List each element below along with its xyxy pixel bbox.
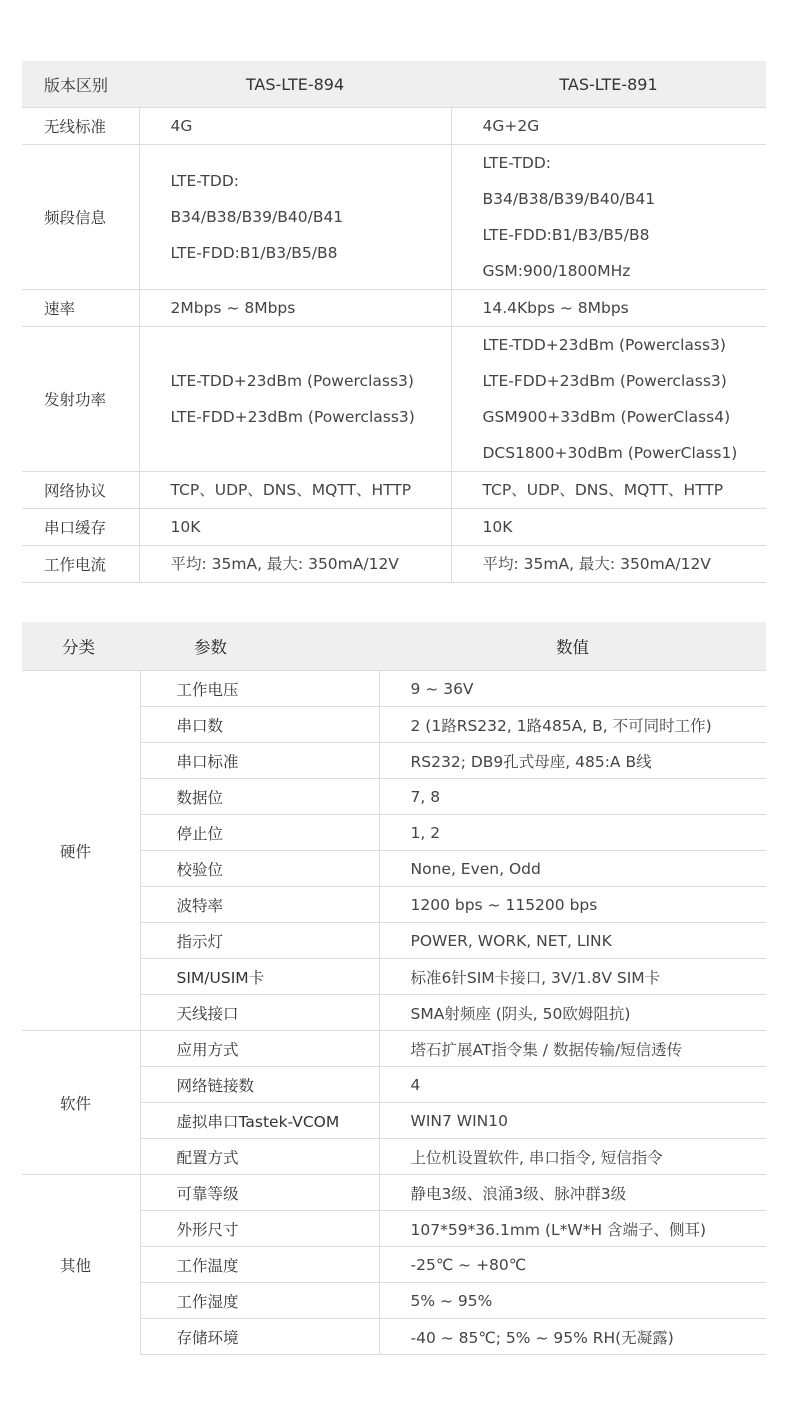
value-cell: 塔石扩展AT指令集 / 数据传输/短信透传 (379, 1031, 766, 1067)
spec-table (22, 622, 766, 1355)
param-cell: 工作湿度 (140, 1283, 379, 1319)
model-891-cell (451, 290, 766, 327)
cell-line: LTE-TDD+23dBm (Powerclass3) (482, 336, 726, 354)
cell-line: 4G (170, 117, 193, 135)
category-cell: 其他 (22, 1175, 140, 1355)
model-891-cell (451, 145, 766, 290)
model-894-cell (139, 327, 451, 472)
model-891-cell (451, 108, 766, 145)
value-cell: -40 ~ 85℃; 5% ~ 95% RH(无凝露) (379, 1319, 766, 1355)
param-cell: 可靠等级 (140, 1175, 379, 1211)
value-cell: 9 ~ 36V (379, 671, 766, 707)
version-table-header (22, 61, 766, 108)
cell-line: 14.4Kbps ~ 8Mbps (482, 299, 629, 317)
value-cell: RS232; DB9孔式母座, 485:A B线 (379, 743, 766, 779)
value-cell: 1, 2 (379, 815, 766, 851)
cell-line: GSM:900/1800MHz (482, 262, 631, 280)
param-cell: 停止位 (140, 815, 379, 851)
cell-line: GSM900+33dBm (PowerClass4) (482, 408, 731, 426)
model-894-cell (139, 509, 451, 546)
param-cell: 波特率 (140, 887, 379, 923)
header-param: 参数 (140, 622, 379, 671)
cell-line: 平均: 35mA, 最大: 350mA/12V (482, 555, 711, 573)
row-label: 速率 (22, 290, 139, 327)
cell-line: LTE-TDD+23dBm (Powerclass3) (170, 372, 414, 390)
param-cell: 工作电压 (140, 671, 379, 707)
param-cell: 存储环境 (140, 1319, 379, 1355)
value-cell: 静电3级、浪涌3级、脉冲群3级 (379, 1175, 766, 1211)
param-cell: 天线接口 (140, 995, 379, 1031)
cell-line: 2Mbps ~ 8Mbps (170, 299, 296, 317)
value-cell: 2 (1路RS232, 1路485A, B, 不可同时工作) (379, 707, 766, 743)
param-cell: 串口标准 (140, 743, 379, 779)
version-table-row (22, 509, 766, 546)
param-cell: SIM/USIM卡 (140, 959, 379, 995)
value-cell: -25℃ ~ +80℃ (379, 1247, 766, 1283)
cell-line: TCP、UDP、DNS、MQTT、HTTP (482, 481, 724, 499)
cell-line: 4G+2G (482, 117, 540, 135)
value-cell: 1200 bps ~ 115200 bps (379, 887, 766, 923)
row-label: 网络协议 (22, 472, 139, 509)
cell-line: 平均: 35mA, 最大: 350mA/12V (170, 555, 399, 573)
cell-line: B34/B38/B39/B40/B41 (482, 190, 656, 208)
version-table-row (22, 472, 766, 509)
param-cell: 外形尺寸 (140, 1211, 379, 1247)
model-891-cell (451, 327, 766, 472)
version-table-row (22, 290, 766, 327)
row-label: 工作电流 (22, 546, 139, 583)
cell-line: LTE-TDD: (170, 172, 239, 190)
model-894-cell (139, 108, 451, 145)
version-table-row (22, 108, 766, 145)
model-891-cell (451, 472, 766, 509)
param-cell: 配置方式 (140, 1139, 379, 1175)
value-cell: 7, 8 (379, 779, 766, 815)
header-model-891: TAS-LTE-891 (451, 61, 766, 108)
cell-line: LTE-FDD:B1/B3/B5/B8 (170, 244, 338, 262)
version-table-row (22, 546, 766, 583)
cell-line: 10K (482, 518, 513, 536)
value-cell: 上位机设置软件, 串口指令, 短信指令 (379, 1139, 766, 1175)
model-894-cell (139, 472, 451, 509)
header-model-894: TAS-LTE-894 (139, 61, 451, 108)
version-table-row (22, 145, 766, 290)
spec-row (22, 1175, 766, 1211)
model-894-cell (139, 145, 451, 290)
header-version-diff: 版本区别 (22, 61, 139, 108)
row-label: 发射功率 (22, 327, 139, 472)
param-cell: 工作温度 (140, 1247, 379, 1283)
model-894-cell (139, 546, 451, 583)
param-cell: 指示灯 (140, 923, 379, 959)
value-cell: None, Even, Odd (379, 851, 766, 887)
value-cell: 4 (379, 1067, 766, 1103)
cell-line: TCP、UDP、DNS、MQTT、HTTP (170, 481, 412, 499)
row-label: 无线标准 (22, 108, 139, 145)
param-cell: 网络链接数 (140, 1067, 379, 1103)
spec-table-header (22, 622, 766, 671)
header-value: 数值 (379, 622, 766, 671)
value-cell: WIN7 WIN10 (379, 1103, 766, 1139)
header-category: 分类 (22, 622, 140, 671)
value-cell: 5% ~ 95% (379, 1283, 766, 1319)
cell-line: LTE-FDD:B1/B3/B5/B8 (482, 226, 650, 244)
value-cell: SMA射频座 (阴头, 50欧姆阻抗) (379, 995, 766, 1031)
category-cell: 软件 (22, 1031, 140, 1175)
spec-row (22, 1031, 766, 1067)
param-cell: 应用方式 (140, 1031, 379, 1067)
cell-line: DCS1800+30dBm (PowerClass1) (482, 444, 738, 462)
param-cell: 虚拟串口Tastek-VCOM (140, 1103, 379, 1139)
value-cell: 107*59*36.1mm (L*W*H 含端子、侧耳) (379, 1211, 766, 1247)
param-cell: 串口数 (140, 707, 379, 743)
cell-line: 10K (170, 518, 201, 536)
version-comparison-table (22, 61, 766, 583)
cell-line: LTE-FDD+23dBm (Powerclass3) (482, 372, 727, 390)
model-891-cell (451, 509, 766, 546)
value-cell: 标准6针SIM卡接口, 3V/1.8V SIM卡 (379, 959, 766, 995)
row-label: 串口缓存 (22, 509, 139, 546)
category-cell: 硬件 (22, 671, 140, 1031)
model-891-cell (451, 546, 766, 583)
version-table-row (22, 327, 766, 472)
param-cell: 校验位 (140, 851, 379, 887)
cell-line: LTE-FDD+23dBm (Powerclass3) (170, 408, 415, 426)
param-cell: 数据位 (140, 779, 379, 815)
value-cell: POWER, WORK, NET, LINK (379, 923, 766, 959)
cell-line: B34/B38/B39/B40/B41 (170, 208, 344, 226)
model-894-cell (139, 290, 451, 327)
spec-row (22, 671, 766, 707)
row-label: 频段信息 (22, 145, 139, 290)
cell-line: LTE-TDD: (482, 154, 551, 172)
